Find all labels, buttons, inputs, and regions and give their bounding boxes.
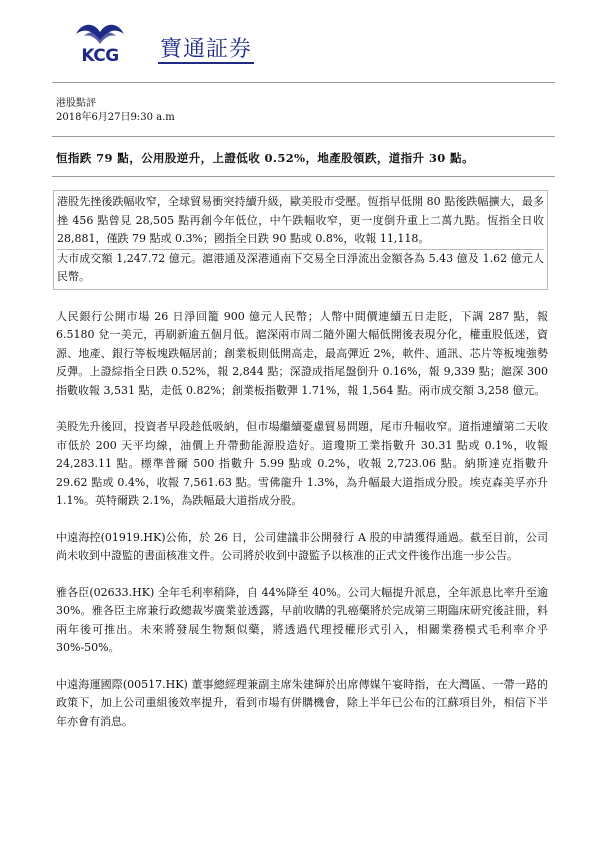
report-datetime: 2018年6月27日9:30 a.m [56,112,175,123]
paragraph-us-market: 美股先升後回，投資者早段趁低吸納，但市場繼續憂慮貿易問題，尾市升幅收窄。道指連續第二天收市低於 200 天平均線，油價上升帶動能源股造好。道瓊斯工業指數升 30.31 點或 0.1%，收報 24,283.11 點。標準普爾 500 指數升 5.99 點或 0.2%，收報 2,723.06 點。納斯達克指數升 29.62 點或 0.4%，收報 7,561.63 點。雪佛龍升 1.3%，為升幅最大道指成分股。埃克森美孚亦升 1.1%。英特爾跌 2.1%，為跌幅最大道指成分股。 [56,420,548,507]
page-header [0,0,595,80]
kcg-logo [70,20,130,72]
paragraph-china-market: 人民銀行公開市場 26 日淨回籠 900 億元人民幣；人幣中間價連續五日走貶，下調 287 點，報 6.5180 兌一美元，再刷新逾五個月低。滬深兩市周二隨外圍大幅低開後表現分化，權重股低迷，資源、地產、銀行等板塊跌幅居前；創業板則低開高走，最高彈近 2%，軟件、通訊、芯片等板塊強勢反彈。上證綜指全日跌 0.52%，報 2,844 點；深證成指尾盤倒升 0.16%，報 9,339 點；滬深 300 指數收報 3,531 點，走低 0.82%；創業板指數彈 1.71%，報 1,564 點。兩市成交額 3,258 億元。 [56,309,548,397]
headline-bottom-divider [52,176,555,177]
logo-text: KCG [81,46,119,66]
paragraph-cosco-holdings: 中遠海控(01919.HK)公佈，於 26 日，公司建議非公開發行 A 股的申請獲得通過。截至目前，公司尚未收到中證監的書面核准文件。公司將於收到中證監予以核准的正式文件後作出進一步公告。 [56,530,548,562]
headline: 恒指跌 79 點，公用股逆升，上證低收 0.52%，地產股領跌，道指升 30 點。 [56,151,474,165]
brand-name: 寶通証券 [160,37,253,62]
summary-box [53,190,548,290]
paragraph-jacobson: 雅各臣(02633.HK) 全年毛利率稍降，自 44%降至 40%。公司大幅提升派息，全年派息比率升至逾 30%。雅各臣主席兼行政總裁岑廣業並透露，早前收購的乳癌藥將於完成第三期臨床研究後註冊，料兩年後可推出。未來將發展生物類似藥，將透過代理授權形式引入，相關業務模式毛利率介乎 30%-50%。 [56,585,548,654]
headline-top-divider [52,136,555,137]
report-section: 港股點評 [56,98,96,109]
report-body [56,190,548,731]
paragraph-hk-market: 港股先挫後跌幅收窄，全球貿易衝突持續升級，歐美股市受壓。恆指早低開 80 點後跌幅擴大，最多挫 456 點曾見 28,505 點再創今年低位，中午跌幅收窄，更一度倒升重上二萬九點。恆指全日收 28,881，僅跌 79 點或 0.3%；國指全日跌 90 點或 0.8%，收報 11,118。 [57,195,544,245]
paragraph-turnover: 大市成交額 1,247.72 億元。滬港通及深港通南下交易全日淨流出金額各為 5.43 億及 1.62 億元人民幣。 [57,249,544,287]
paragraph-cosco-intl: 中遠海運國際(00517.HK) 董事總經理兼副主席朱建輝於出席傳媒午宴時指，在大灣區、一帶一路的政策下，加上公司重組後效率提升，看到市場有併購機會，除上半年已公布的江蘇項目外，相信下半年亦會有消息。 [56,677,548,728]
header-divider [52,82,555,83]
report-meta [56,97,175,125]
